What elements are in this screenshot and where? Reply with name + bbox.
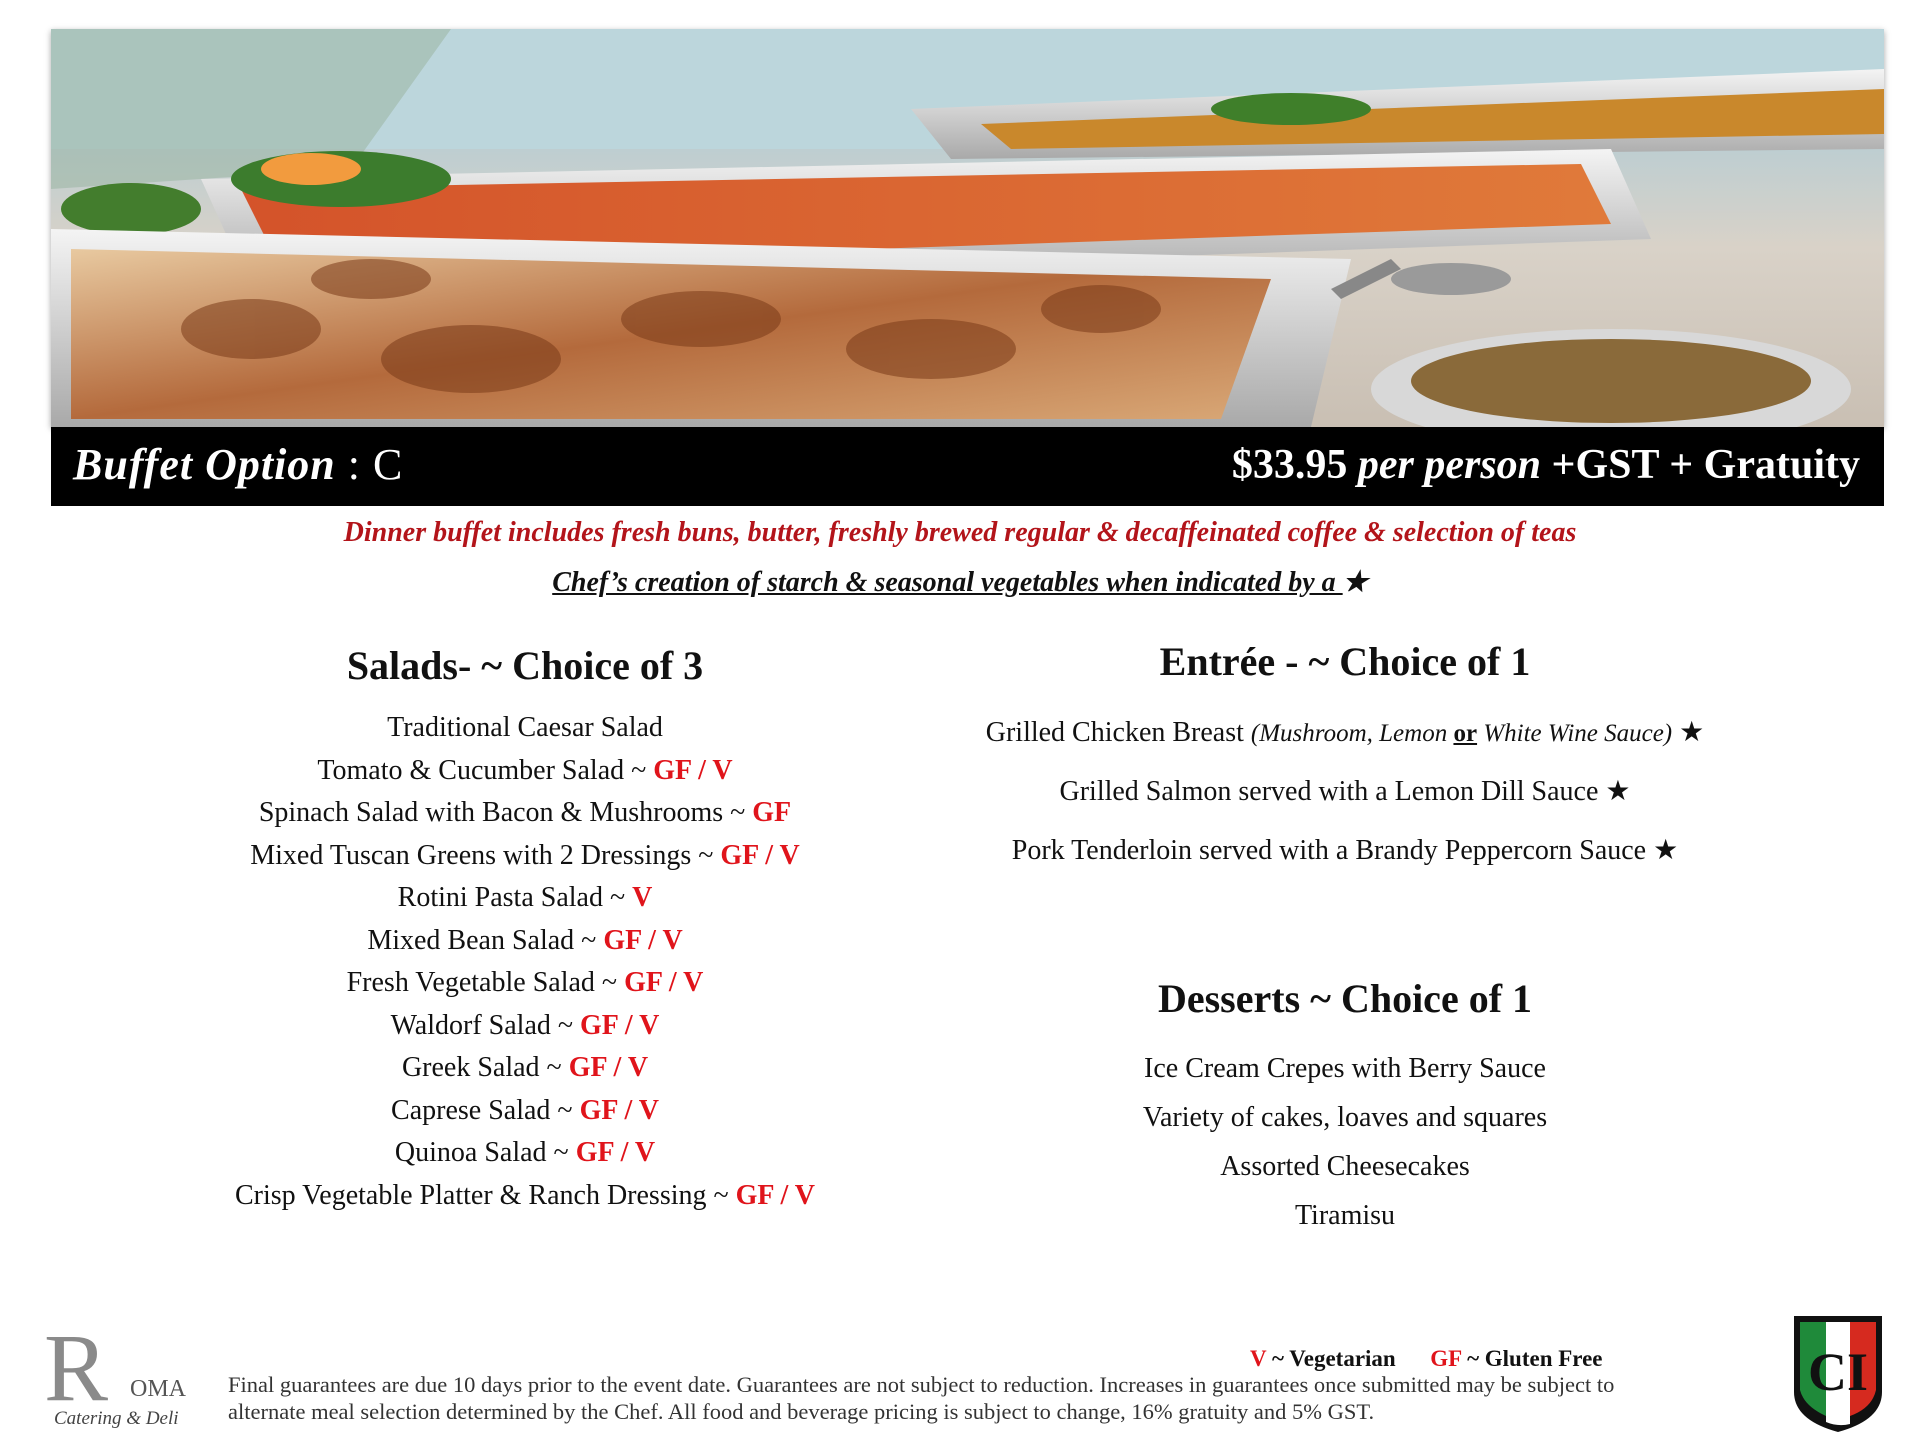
sauce-note-a: (Mushroom, Lemon xyxy=(1250,720,1454,747)
salads-section xyxy=(150,642,900,1217)
salad-name: Spinach Salad with Bacon & Mushrooms ~ xyxy=(258,797,753,828)
diet-tag: GF / V xyxy=(735,1179,815,1211)
title-banner xyxy=(51,427,1884,506)
logo-tagline: Catering & Deli xyxy=(54,1408,179,1429)
crest-monogram: CI xyxy=(1807,1342,1869,1402)
legend-v-label: ~ Vegetarian xyxy=(1266,1346,1396,1371)
buffet-title-text: Buffet Option xyxy=(73,440,336,489)
salad-name: Quinoa Salad ~ xyxy=(394,1137,576,1168)
dessert-item: Ice Cream Crepes with Berry Sauce xyxy=(1144,1053,1546,1084)
logo-initial: R xyxy=(44,1318,109,1421)
salad-item xyxy=(150,792,900,835)
diet-tag: V xyxy=(632,882,653,913)
entree-item-chicken xyxy=(900,703,1790,762)
dessert-item: Variety of cakes, loaves and squares xyxy=(1142,1102,1548,1133)
salad-item xyxy=(150,877,900,920)
title-separator: : xyxy=(335,440,362,489)
salad-name: Waldorf Salad ~ xyxy=(390,1009,581,1041)
salad-item xyxy=(150,962,900,1005)
tax-gratuity-label: +GST + Gratuity xyxy=(1551,442,1860,488)
star-icon: ★ xyxy=(1672,717,1705,748)
buffet-title xyxy=(73,439,403,490)
entree-item-salmon xyxy=(900,762,1790,821)
dessert-item: Assorted Cheesecakes xyxy=(1220,1151,1470,1182)
price-line xyxy=(1232,441,1860,489)
salad-item xyxy=(150,707,900,750)
diet-tag: GF / V xyxy=(579,1094,659,1126)
salad-item xyxy=(150,1090,900,1133)
salads-heading: Salads- ~ Choice of 3 xyxy=(346,643,704,688)
price-value: $33.95 xyxy=(1231,442,1348,488)
entree-item-pork xyxy=(900,821,1790,880)
diet-tag: GF / V xyxy=(720,839,800,871)
salad-name: Tomato & Cucumber Salad ~ xyxy=(317,754,654,786)
salad-name: Traditional Caesar Salad xyxy=(387,712,663,743)
disclaimer-text: Final guarantees are due 10 days prior to the event date. Guarantees are not subject to reduction. Increases in guarantees once submitted may be subject to alternate meal selection determined by the Chef. All food and beverage pricing is subject to change, 16% gratuity and 5% GST. xyxy=(228,1372,1615,1424)
diet-tag: GF / V xyxy=(624,967,704,998)
chef-note-text: Chef’s creation of starch & seasonal vegetables when indicated by a xyxy=(552,567,1343,598)
salad-name: Fresh Vegetable Salad ~ xyxy=(346,967,625,998)
sauce-note xyxy=(1251,720,1672,747)
dessert-item: Tiramisu xyxy=(1294,1200,1396,1231)
salad-item xyxy=(150,1005,900,1048)
hero-image xyxy=(51,29,1884,427)
star-icon: ★ xyxy=(1598,776,1631,807)
salad-item xyxy=(150,920,900,963)
option-letter: C xyxy=(373,440,404,489)
sauce-note-or: or xyxy=(1453,720,1478,747)
diet-tag: GF / V xyxy=(575,1137,656,1168)
diet-legend xyxy=(1250,1346,1603,1372)
legend-gf: GF xyxy=(1430,1346,1462,1371)
salad-name: Mixed Bean Salad ~ xyxy=(367,924,604,956)
roma-logo xyxy=(40,1318,200,1436)
crest-logo xyxy=(1790,1312,1886,1436)
entree-name: Pork Tenderloin served with a Brandy Peppercorn Sauce xyxy=(1011,835,1647,866)
chef-note-line xyxy=(0,565,1920,599)
entree-name: Grilled Chicken Breast xyxy=(985,717,1251,748)
desserts-section xyxy=(1050,975,1640,1240)
diet-tag: GF / V xyxy=(568,1052,649,1083)
sauce-note-b: White Wine Sauce) xyxy=(1477,720,1673,747)
salad-name: Crisp Vegetable Platter & Ranch Dressing ~ xyxy=(235,1179,736,1211)
salad-item xyxy=(150,1175,900,1218)
salad-name: Mixed Tuscan Greens with 2 Dressings ~ xyxy=(250,839,721,871)
salad-name: Caprese Salad ~ xyxy=(391,1094,580,1126)
diet-tag: GF / V xyxy=(603,924,683,956)
entree-name: Grilled Salmon served with a Lemon Dill Sauce xyxy=(1059,776,1599,807)
logo-word: OMA xyxy=(130,1376,187,1402)
entree-heading: Entrée - ~ Choice of 1 xyxy=(1159,639,1531,684)
entree-section xyxy=(900,638,1790,880)
star-icon: ★ xyxy=(1646,835,1679,866)
salad-item xyxy=(150,1132,900,1175)
salad-item xyxy=(150,1047,900,1090)
salad-name: Greek Salad ~ xyxy=(401,1052,569,1083)
desserts-heading: Desserts ~ Choice of 1 xyxy=(1157,976,1533,1021)
salad-item xyxy=(150,750,900,793)
salad-item xyxy=(150,835,900,878)
salad-name: Rotini Pasta Salad ~ xyxy=(397,882,633,913)
diet-tag: GF / V xyxy=(580,1009,660,1041)
intro-line: Dinner buffet includes fresh buns, butter, freshly brewed regular & decaffeinated coffee & selection of teas xyxy=(343,517,1577,548)
legend-gf-label: ~ Gluten Free xyxy=(1461,1346,1603,1371)
diet-tag: GF xyxy=(752,797,792,828)
diet-tag: GF / V xyxy=(653,754,733,786)
legend-v: V xyxy=(1250,1346,1267,1371)
per-person-label: per person xyxy=(1357,442,1542,488)
star-icon: ★ xyxy=(1342,567,1368,598)
